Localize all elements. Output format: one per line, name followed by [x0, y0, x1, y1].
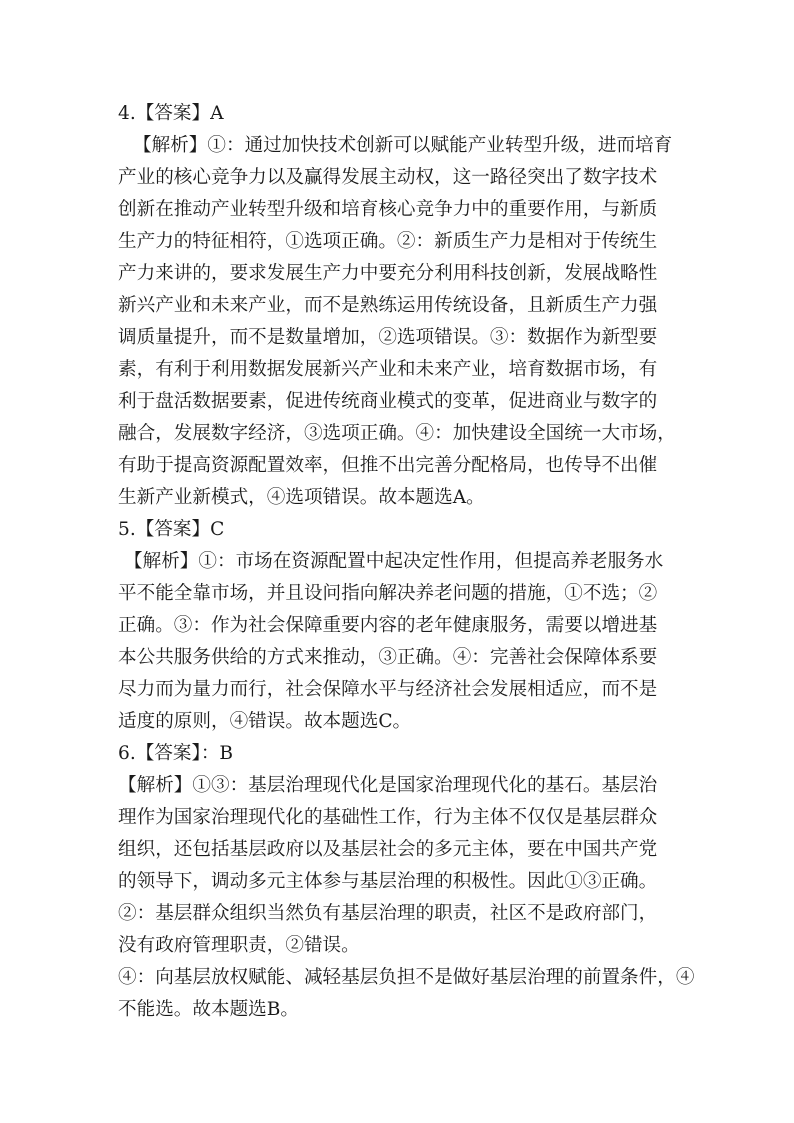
- analysis-line: 创新在推动产业转型升级和培育核心竞争力中的重要作用，与新质: [118, 199, 658, 220]
- analysis-line: ④：向基层放权赋能、减轻基层负担不是做好基层治理的前置条件，④: [118, 967, 695, 988]
- analysis-line: 正确。③：作为社会保障重要内容的老年健康服务，需要以增进基: [118, 615, 658, 636]
- analysis-line: 产业的核心竞争力以及赢得发展主动权，这一路径突出了数字技术: [118, 167, 658, 188]
- analysis-line: 生新产业新模式，④选项错误。故本题选A。: [118, 487, 485, 508]
- answer-heading-q4: 4.【答案】A: [118, 103, 224, 124]
- analysis-line: 适度的原则，④错误。故本题选C。: [118, 711, 412, 732]
- analysis-line: 【解析】①③：基层治理现代化是国家治理现代化的基石。基层治: [118, 775, 658, 796]
- analysis-line: 【解析】①：市场在资源配置中起决定性作用，但提高养老服务水: [124, 551, 664, 572]
- analysis-line: 本公共服务供给的方式来推动，③正确。④：完善社会保障体系要: [118, 647, 658, 668]
- analysis-line: 理作为国家治理现代化的基础性工作，行为主体不仅仅是基层群众: [118, 807, 658, 828]
- analysis-line: 有助于提高资源配置效率，但推不出完善分配格局，也传导不出催: [118, 455, 658, 476]
- analysis-line: 生产力的特征相符，①选项正确。②：新质生产力是相对于传统生: [118, 231, 658, 252]
- analysis-line: 利于盘活数据要素，促进传统商业模式的变革，促进商业与数字的: [118, 391, 658, 412]
- analysis-line: 平不能全靠市场，并且设问指向解决养老问题的措施，①不选；②: [118, 583, 658, 604]
- answer-heading-q6: 6.【答案】：B: [118, 743, 234, 764]
- analysis-line: 素，有利于利用数据发展新兴产业和未来产业，培育数据市场，有: [118, 359, 658, 380]
- analysis-line: 产力来讲的，要求发展生产力中要充分利用科技创新，发展战略性: [118, 263, 658, 284]
- analysis-line: 尽力而为量力而行，社会保障水平与经济社会发展相适应，而不是: [118, 679, 658, 700]
- analysis-line: 没有政府管理职责，②错误。: [118, 935, 360, 956]
- analysis-line: 不能选。故本题选B。: [118, 999, 300, 1020]
- analysis-line: 【解析】①：通过加快技术创新可以赋能产业转型升级，进而培育: [133, 135, 673, 156]
- analysis-line: 的领导下，调动多元主体参与基层治理的积极性。因此①③正确。: [118, 871, 658, 892]
- analysis-line: 调质量提升，而不是数量增加，②选项错误。③：数据作为新型要: [118, 327, 658, 348]
- analysis-line: ②：基层群众组织当然负有基层治理的职责，社区不是政府部门，: [118, 903, 658, 924]
- answer-heading-q5: 5.【答案】C: [118, 519, 225, 540]
- analysis-line: 组织，还包括基层政府以及基层社会的多元主体，要在中国共产党: [118, 839, 658, 860]
- analysis-line: 新兴产业和未来产业，而不是熟练运用传统设备，且新质生产力强: [118, 295, 658, 316]
- analysis-line: 融合，发展数字经济，③选项正确。④：加快建设全国统一大市场，: [118, 423, 676, 444]
